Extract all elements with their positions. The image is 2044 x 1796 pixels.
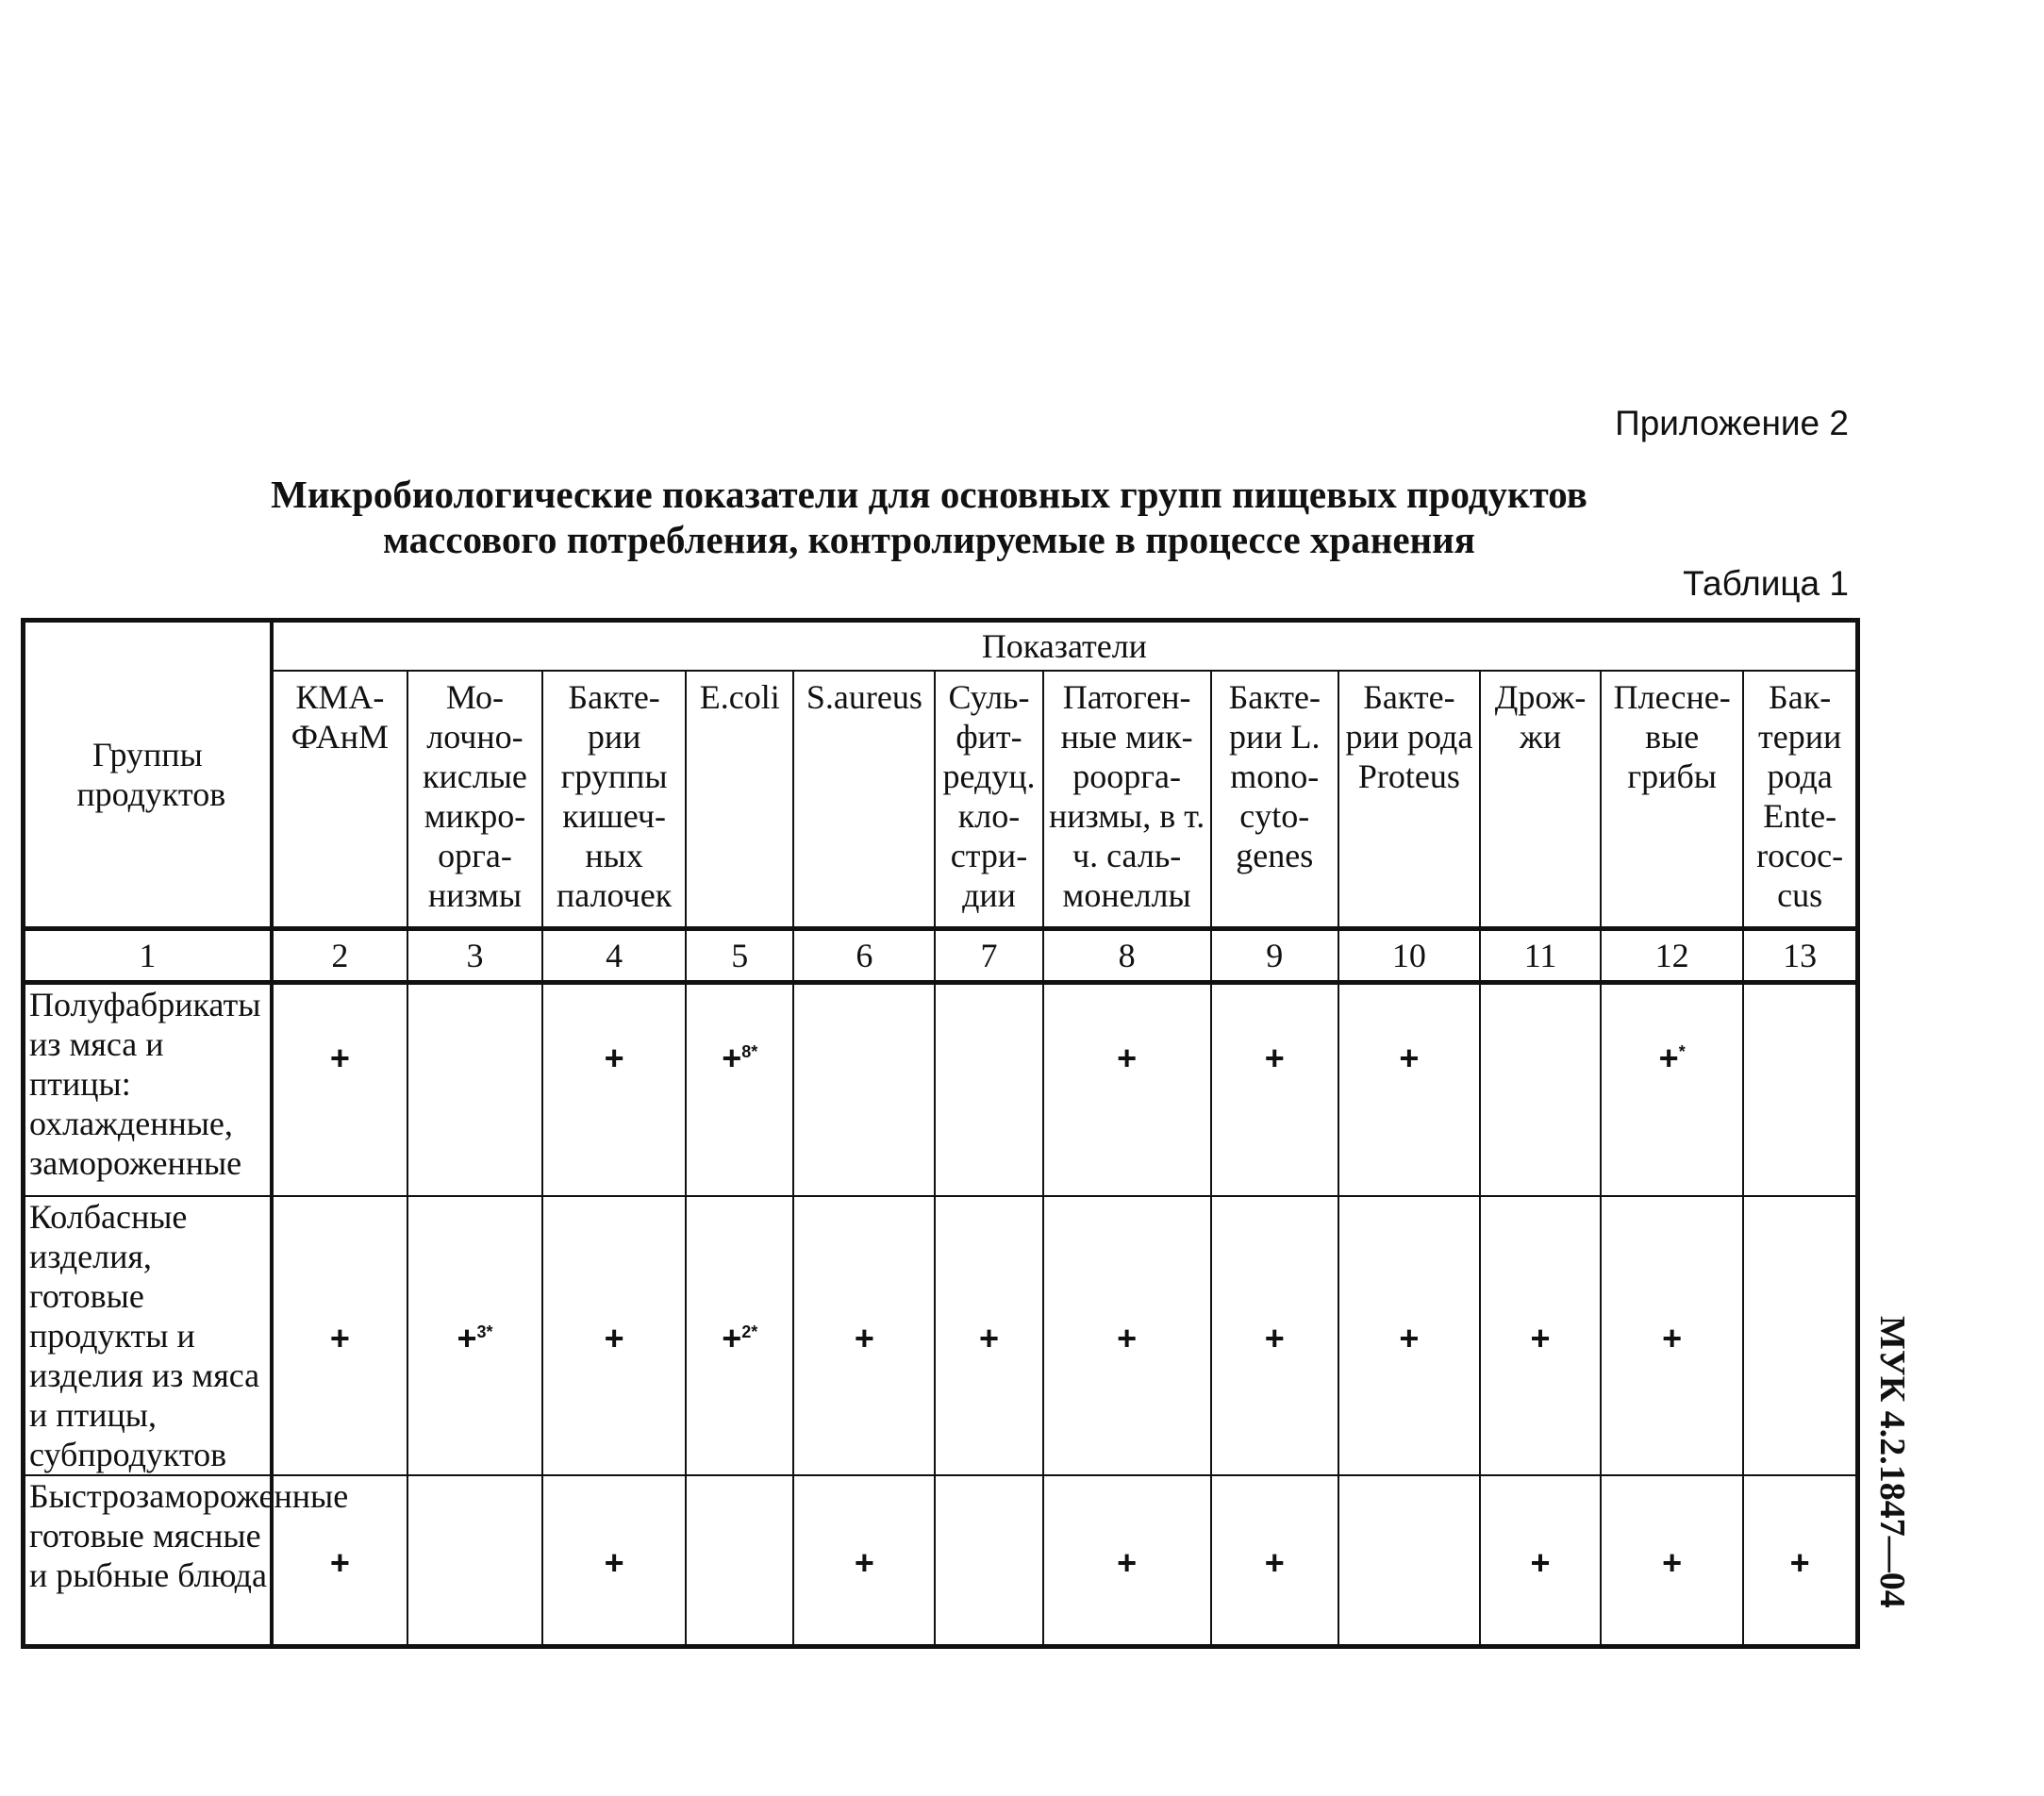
column-number: 1 bbox=[24, 929, 272, 983]
column-number: 11 bbox=[1480, 929, 1601, 983]
indicator-cell: + bbox=[542, 1196, 686, 1475]
indicator-cell: + bbox=[1480, 1196, 1601, 1475]
table-row bbox=[24, 983, 1858, 1196]
indicator-cell: + bbox=[793, 1475, 935, 1647]
column-number: 9 bbox=[1211, 929, 1338, 983]
product-group-cell: Быстрозамороженные готовые мясные и рыбные блюда bbox=[24, 1475, 272, 1647]
indicator-cell: + bbox=[1338, 983, 1480, 1196]
table-row bbox=[24, 1475, 1858, 1647]
column-number: 13 bbox=[1743, 929, 1857, 983]
indicators-header: Показатели bbox=[272, 621, 1858, 672]
indicator-cell bbox=[407, 1475, 542, 1647]
appendix-label: Приложение 2 bbox=[1615, 404, 1849, 442]
indicator-cell: + bbox=[1211, 983, 1338, 1196]
column-header: Бакте-рии рода Proteus bbox=[1338, 671, 1480, 929]
indicator-cell: + bbox=[1043, 983, 1211, 1196]
indicator-cell: +* bbox=[1601, 983, 1743, 1196]
column-number: 7 bbox=[935, 929, 1042, 983]
indicator-cell: + bbox=[542, 1475, 686, 1647]
indicator-cell: + bbox=[272, 1475, 407, 1647]
indicator-cell bbox=[1480, 983, 1601, 1196]
indicator-cell: + bbox=[1043, 1475, 1211, 1647]
column-header: Патоген-ные мик-роорга-низмы, в т. ч. саль-монеллы bbox=[1043, 671, 1211, 929]
indicator-cell: + bbox=[272, 983, 407, 1196]
indicators-table bbox=[21, 618, 1860, 1649]
groups-header-text: Группы продуктов bbox=[76, 736, 226, 813]
indicator-cell: +$^{3*}$ bbox=[407, 1196, 542, 1475]
column-number: 3 bbox=[407, 929, 542, 983]
indicator-cell: + bbox=[1480, 1475, 1601, 1647]
column-number: 2 bbox=[272, 929, 407, 983]
column-header: S.aureus bbox=[793, 671, 935, 929]
indicator-cell: + bbox=[1211, 1475, 1338, 1647]
header-row-columns bbox=[24, 671, 1858, 929]
column-header: КМА-ФАнМ bbox=[272, 671, 407, 929]
indicator-cell: + bbox=[1043, 1196, 1211, 1475]
indicator-cell bbox=[1338, 1475, 1480, 1647]
column-number-row bbox=[24, 929, 1858, 983]
title-line-2: массового потребления, контролируемые в процессе хранения bbox=[383, 518, 1475, 561]
table-row bbox=[24, 1196, 1858, 1475]
indicator-cell bbox=[793, 983, 935, 1196]
column-number: 8 bbox=[1043, 929, 1211, 983]
column-header: Бак-терии рода Ente-rococ-cus bbox=[1743, 671, 1857, 929]
column-number: 4 bbox=[542, 929, 686, 983]
column-header: Плесне-вые грибы bbox=[1601, 671, 1743, 929]
column-header: Бакте-рии группы кишеч-ных палочек bbox=[542, 671, 686, 929]
indicator-cell: + bbox=[542, 983, 686, 1196]
document-code bbox=[1856, 1316, 1913, 1637]
indicator-cell: + bbox=[272, 1196, 407, 1475]
product-group-cell: Колбасные изделия, готовые продукты и изделия из мяса и птицы, субпродуктов bbox=[24, 1196, 272, 1475]
indicator-cell bbox=[1743, 983, 1857, 1196]
title-line-1: Микробиологические показатели для основных групп пищевых продуктов bbox=[271, 473, 1587, 516]
indicator-cell: +$^{2*}$ bbox=[686, 1196, 793, 1475]
indicator-cell: + bbox=[1601, 1475, 1743, 1647]
column-header: E.coli bbox=[686, 671, 793, 929]
indicator-cell bbox=[1743, 1196, 1857, 1475]
indicator-cell: + bbox=[1211, 1196, 1338, 1475]
column-header: Дрож-жи bbox=[1480, 671, 1601, 929]
indicator-cell: + bbox=[935, 1196, 1042, 1475]
indicator-cell: + bbox=[1338, 1196, 1480, 1475]
indicator-cell: + bbox=[1601, 1196, 1743, 1475]
document-code-text: МУК 4.2.1847—04 bbox=[1872, 1316, 1912, 1608]
column-number: 6 bbox=[793, 929, 935, 983]
column-header: Суль-фит-редуц. кло-стри-дии bbox=[935, 671, 1042, 929]
table-label: Таблица 1 bbox=[1683, 564, 1849, 603]
column-header: Мо-лочно-кислые микро-орга-низмы bbox=[407, 671, 542, 929]
groups-header bbox=[24, 621, 272, 929]
indicator-cell: +$^{8*}$ bbox=[686, 983, 793, 1196]
column-number: 12 bbox=[1601, 929, 1743, 983]
product-group-cell: Полуфабрикаты из мяса и птицы: охлажденные, замороженные bbox=[24, 983, 272, 1196]
header-row-indicators bbox=[24, 621, 1858, 672]
column-header: Бакте-рии L. mono-cyto-genes bbox=[1211, 671, 1338, 929]
indicator-cell bbox=[686, 1475, 793, 1647]
indicator-cell: + bbox=[1743, 1475, 1857, 1647]
column-number: 10 bbox=[1338, 929, 1480, 983]
document-title bbox=[160, 472, 1698, 562]
indicator-cell: + bbox=[793, 1196, 935, 1475]
column-number: 5 bbox=[686, 929, 793, 983]
indicator-cell bbox=[407, 983, 542, 1196]
indicator-cell bbox=[935, 1475, 1042, 1647]
indicator-cell bbox=[935, 983, 1042, 1196]
